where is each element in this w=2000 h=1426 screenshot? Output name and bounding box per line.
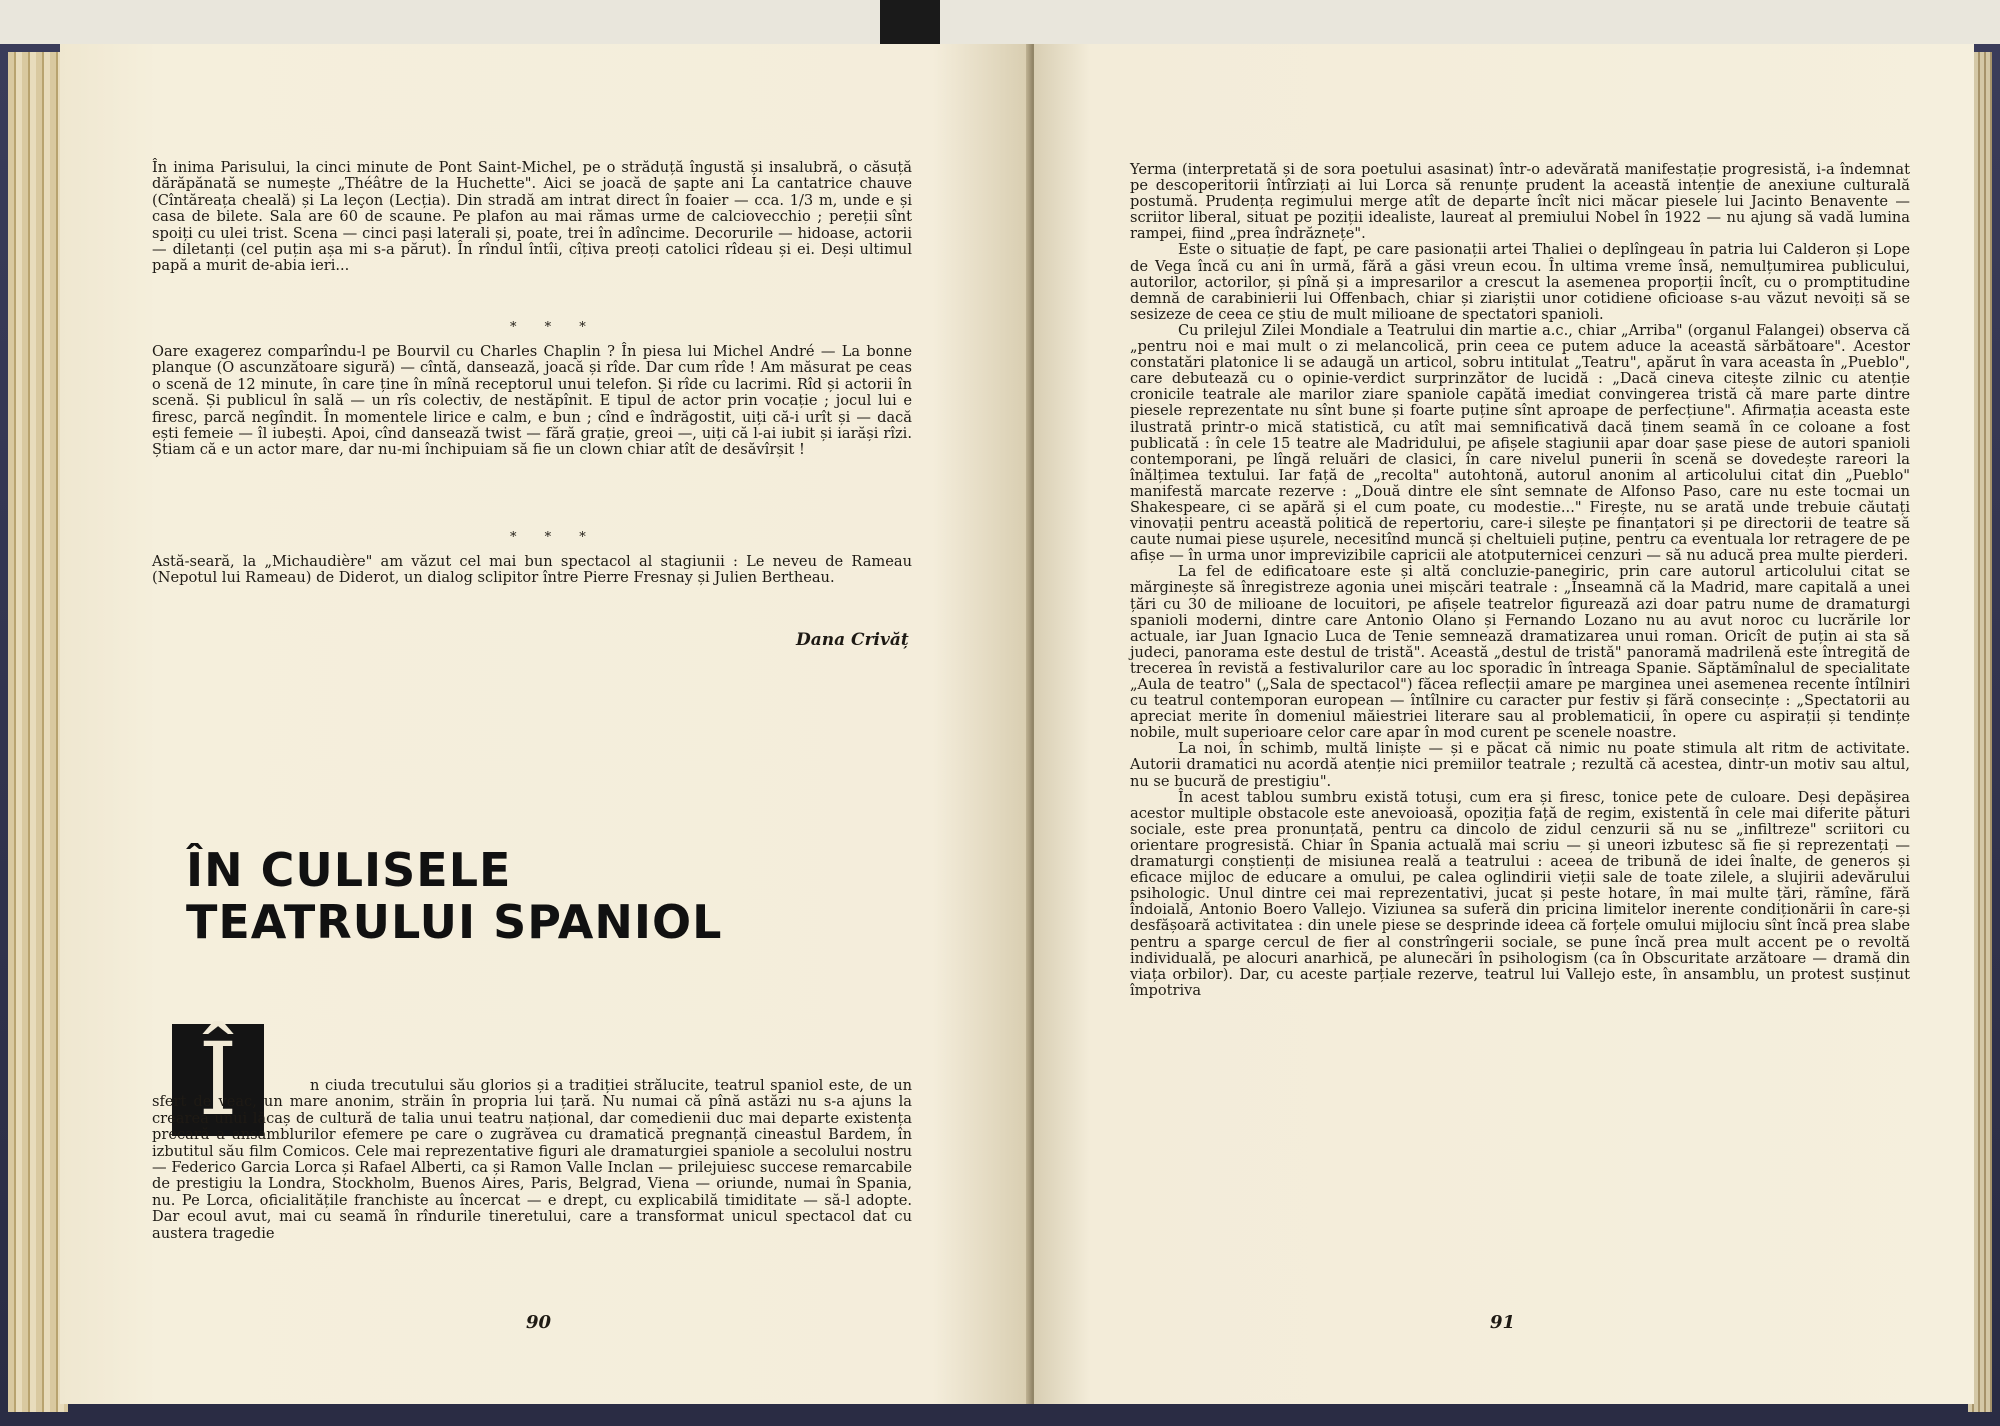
bourvil-paragraph: Oare exagerez comparîndu-l pe Bourvil cu Charles Chaplin ? În piesa lui Michel André — La bonne planque (O ascunzătoare sigură) — cîntă, dansează, joacă și rîde. Dar cum rîde ! Am măsurat pe ceas o scenă de 12 minute, în care ține în mînă receptorul unui telefon. Și rîde cu lacrimi. Rîd și actorii în scenă. Și publicul în sală — un rîs colectiv, de nestăpînit. E tipul de actor prin vocație ; jocul lui e firesc, parcă negîndit. În momentele lirice e calm, e bun ; cînd e îndrăgostit, uiți că-i urît și — dacă ești femeie — îl iubești. Apoi, cînd dansează twist — fără grație, greoi —, uiți că l-ai iubit și iarăși rîzi. Știam că e un actor mare, dar nu-mi închipuiam să fie un clown chiar atît de desăvîrșit ! (152, 343, 912, 459)
intro-paragraph: În inima Parisului, la cinci minute de Pont Saint-Michel, pe o străduță îngustă și insalubră, o căsuță dărăpănată se numește „Théâtre de la Huchette". Aici se joacă de șapte ani La cantatrice chauve (Cîntăreața cheală) și La leçon (Lecția). Din stradă am intrat direct în foaier — cca. 1/3 m, unde e și casa de bilete. Sala are 60 de scaune. Pe plafon au mai rămas urme de calciovecchio ; pereții sînt spoiți cu ulei trist. Scena — cinci pași laterali și, poate, trei în adîncime. Decorurile — hidoase, actorii — diletanți (cel puțin așa mi s-a părut). În rîndul întîi, cîțiva preoți catolici rîdeau și ei. Deși ultimul papă a murit de-abia ieri... (152, 159, 912, 275)
right-page (1034, 44, 1974, 1404)
page-number: 91 (1490, 1312, 1516, 1333)
paragraph: Este o situație de fapt, pe care pasionații artei Thaliei o deplîngeau în patria lui Calderon și Lope de Vega încă cu ani în urmă, fără a găsi vreun ecou. În ultima vreme însă, nemulțumirea publicului, autorilor, actorilor, și pînă și a impresarilor a crescut la asemenea proporții încît, cu o promptitudine demnă de carabinierii lui Offenbach, chiar și ziariștii unor cotidiene oficioase s-au văzut nevoiți să se sesizeze de ceea ce știu de mult milioane de spectatori spanioli. (1130, 241, 1910, 323)
page-number: 90 (526, 1312, 552, 1333)
drop-cap: Î (172, 1024, 264, 1136)
article-continuation (1130, 162, 1910, 999)
paragraph: La noi, în schimb, multă liniște — și e păcat că nimic nu poate stimula alt ritm de activitate. Autorii dramatici nu acordă atenție nici premiilor teatrale ; rezultă că acestea, dintr-un motiv sau altul, nu se bucură de prestigiu". (1130, 740, 1910, 790)
article-title-line2: TEATRULUI SPANIOL (186, 895, 723, 949)
section-separator: * * * (510, 320, 598, 335)
michaudiere-paragraph: Astă-seară, la „Michaudière" am văzut cel mai bun spectacol al stagiunii : Le neveu de Rameau (Nepotul lui Rameau) de Diderot, un dialog sclipitor între Pierre Fresnay și Julien Bertheau. (152, 553, 912, 587)
page-edges-left (8, 52, 68, 1412)
article-title-line1: ÎN CULISELE (186, 843, 512, 897)
paragraph: Yerma (interpretată și de sora poetului asasinat) într-o adevărată manifestație progresistă, i-a îndemnat pe descoperitorii întîrziați ai lui Lorca să renunțe prudent la această intenție de anexiune culturală postumă. Prudența regimului merge atît de departe încît nici măcar piesele lui Jacinto Benavente — scriitor liberal, situat pe poziții idealiste, laureat al premiului Nobel în 1922 — nu ajung să vadă lumina rampei, fiind „prea îndrăznețe". (1130, 161, 1910, 243)
paragraph: Cu prilejul Zilei Mondiale a Teatrului din martie a.c., chiar „Arriba" (organul Falangei) observa că „pentru noi e mai mult o zi melancolică, prin ceea ce putem aduce la această sărbătoare". Acestor constatări platonice li se adaugă un articol, sobru intitulat „Teatru", apărut în vara aceasta în „Pueblo", care debutează cu o opinie-verdict surprinzător de lucidă : „Dacă cineva citește zilnic cu atenție cronicile teatrale ale marilor ziare spaniole capătă imediat convingerea tristă că mare parte dintre piesele reprezentate nu sînt bune și foarte puține sînt aproape de perfecțiune". Afirmația aceasta este ilustrată printr-o mică statistică, cu atît mai semnificativă dacă ținem seamă în ce coloane a fost publicată : în cele 15 teatre ale Madridului, pe afișele stagiunii apar doar șase piese de autori spanioli contemporani, pe lîngă reluări de clasici, în care nivelul punerii în scenă se dovedește rareori la înălțimea textului. Iar față de „recolta" autohtonă, autorul anonim al articolului citat din „Pueblo" manifestă marcate rezerve : „Două dintre ele sînt semnate de Alfonso Paso, care nu este tocmai un Shakespeare, ci se apără și el cum poate, cu modestie..." Firește, nu se arată unde trebuie căutați vinovații pentru această politică de repertoriu, care-i silește pe finanțatori și pe directorii de teatre să caute numai piese ușurele, necesitînd muncă și cheltuieli puține, pentru ca eventuala lor retragere de pe afișe — în urma unor imprevizibile capricii ale atotputernicei cenzuri — să nu aducă prea multe pierderi. (1130, 321, 1910, 565)
scan-background-top (0, 0, 2000, 44)
paragraph: În acest tablou sumbru există totuși, cum era și firesc, tonice pete de culoare. Deși depășirea acestor multiple obstacole este anevoioasă, opoziția față de regim, existentă în cele mai diferite pături sociale, este prea pronunțată, pentru ca dincolo de zidul cenzurii să nu se „infiltreze" scriitori cu orientare progresistă. Chiar în Spania actuală mai scriu — și uneori izbutesc să fie și reprezentați — dramaturgi conștienți de misiunea reală a teatrului : aceea de tribună de idei înalte, de generos și eficace mijloc de educare a omului, pe calea oglindirii vieții sale de toate zilele, a slujirii adevărului psihologic. Unul dintre cei mai reprezentativi, jucat și peste hotare, în mai multe țări, rămîne, fără îndoială, Antonio Boero Vallejo. Viziunea sa suferă din pricina limitelor inerente condiționării în care-și desfășoară activitatea : din unele piese se desprinde ideea că forțele omului mijlociu sînt încă prea slabe pentru a sparge cercul de fier al constrîngerii sociale, se pune încă prea mult accent pe o revoltă individuală, pe alocuri anarhică, pe alunecări în psihologism (ca în Obscuritate arzătoare — dramă din viața orbilor). Dar, cu aceste parțiale rezerve, teatrul lui Vallejo este, în ansamblu, un protest susținut împotriva (1130, 788, 1910, 999)
left-page (60, 44, 1030, 1404)
bookmark-ribbon (880, 0, 940, 44)
article-start: n ciuda trecutului său glorios și a tradiției strălucite, teatrul spaniol este, de un sfert de veac, un mare anonim, străin în propria lui țară. Nu numai că pînă astăzi nu s-a ajuns la crearea unui lăcaș de cultură de talia unui teatru național, dar comedienii duc mai departe existența precară a ansamblurilor efemere pe care o zugrăvea cu dramatică pregnanță cineastul Bardem, în izbutitul său film Comicos. Cele mai reprezentative figuri ale dramaturgiei spaniole a secolului nostru — Federico Garcia Lorca și Rafael Alberti, ca și Ramon Valle Inclan — prilejuiesc succese remarcabile de prestigiu la Londra, Stockholm, Buenos Aires, Paris, Belgrad, Viena — oriunde, numai în Spania, nu. Pe Lorca, oficialitățile franchiste au încercat — e drept, cu explicabilă timiditate — să-l adopte. Dar ecoul avut, mai cu seamă în rîndurile tineretului, care a transformat unicul spectacol dat cu austera tragedie (152, 1077, 912, 1242)
author-signature: Dana Crivăț (796, 630, 909, 650)
paragraph: La fel de edificatoare este și altă concluzie-panegiric, prin care autorul articolului citat se mărginește să înregistreze agonia unei mișcări teatrale : „Înseamnă că la Madrid, mare capitală a unei țări cu 30 de milioane de locuitori, pe afișele teatrelor figurează azi doar patru nume de dramaturgi spanioli moderni, dintre care Antonio Olano și Fernando Lozano nu au avut noroc cu lucrările lor actuale, iar Juan Ignacio Luca de Tenie semnează dramatizarea unui roman. Oricît de puțin ai sta să judeci, panorama este destul de tristă". Această „destul de tristă" panoramă madrilenă este întregită de trecerea în revistă a festivalurilor care au loc sporadic în întreaga Spanie. Săptămînalul de specialitate „Aula de teatro" („Sala de spectacol") făcea reflecții amare pe marginea unei asemenea recente întîlniri cu teatrul contemporan european — întîlnire cu caracter pur festiv și fără consecințe : „Spectatorii au apreciat merite în domeniul măiestriei literare sau al problematicii, în opere cu aspirații și tendințe nobile, mult superioare celor care apar în mod curent pe scenele noastre. (1130, 563, 1910, 742)
section-separator: * * * (510, 530, 598, 545)
